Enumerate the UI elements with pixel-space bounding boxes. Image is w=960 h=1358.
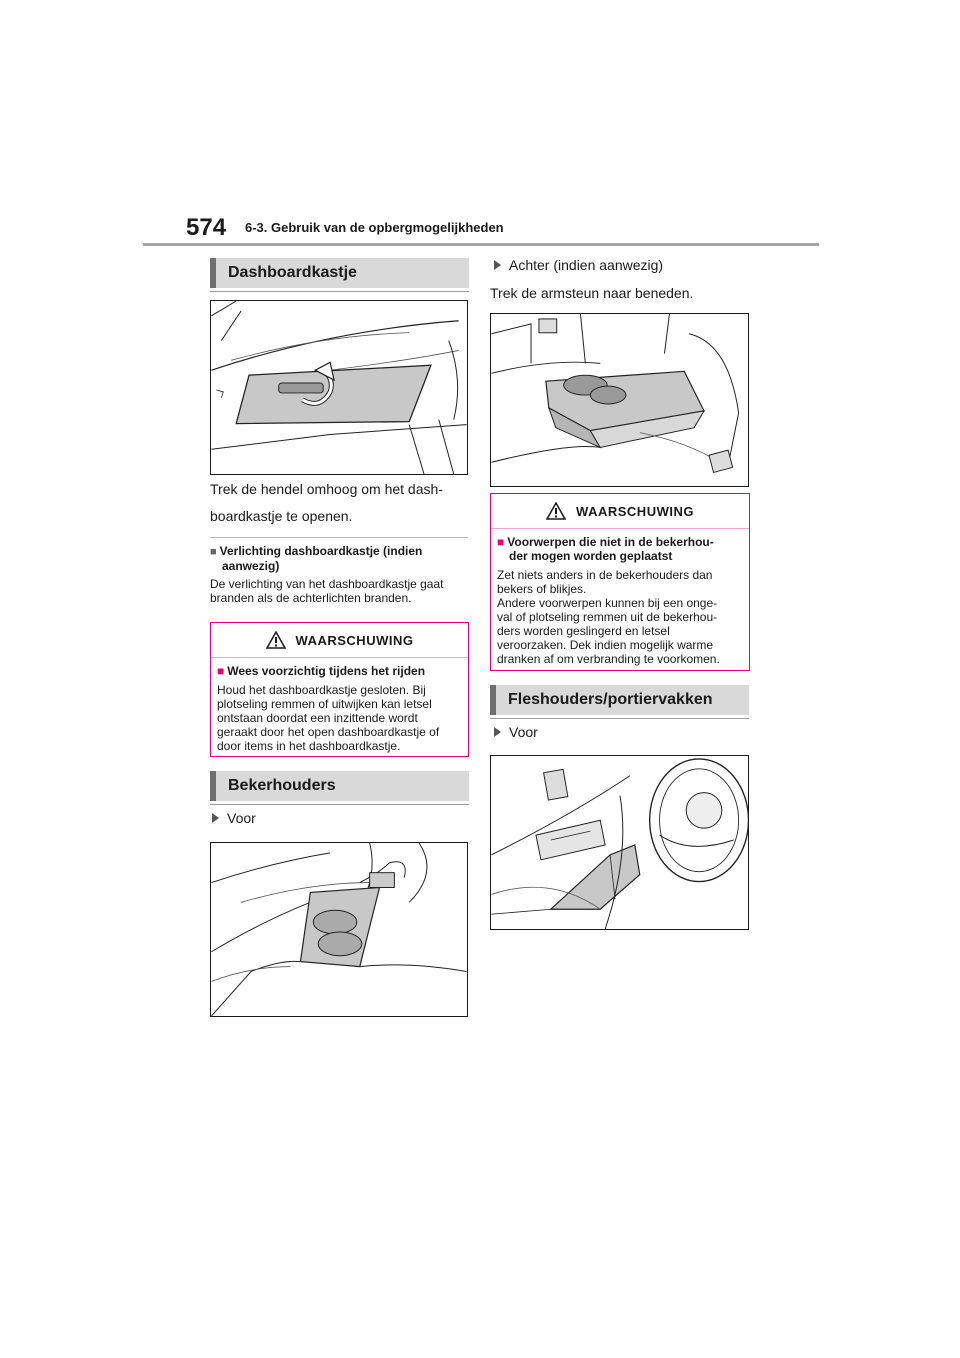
warning-triangle-icon — [546, 502, 566, 520]
divider — [210, 537, 468, 538]
triangle-bullet-icon — [494, 260, 501, 270]
section-title-fleshouders — [490, 685, 749, 715]
warning-subtitle-text: Voorwerpen die niet in de bekerhou- — [507, 535, 714, 549]
rear-cupholder-label — [494, 257, 663, 273]
cupholder-front-label — [212, 810, 256, 826]
warning-label: WAARSCHUWING — [295, 632, 414, 648]
text-line: bekers of blikjes. — [497, 582, 587, 596]
text-line: val of plotseling remmen uit de bekerhou- — [497, 610, 718, 624]
door-pocket-illustration — [490, 755, 749, 930]
text-line: dranken af om verbranding te voorkomen. — [497, 652, 720, 666]
warning-triangle-icon — [266, 631, 286, 649]
glovebox-instruction — [210, 478, 470, 528]
warning-subtitle-text: Wees voorzichtig tijdens het rijden — [227, 664, 426, 678]
text-line: branden als de achterlichten branden. — [210, 591, 412, 605]
warning-header — [491, 494, 749, 529]
text-line: Andere voorwerpen kunnen bij een onge- — [497, 596, 718, 610]
warning-header — [211, 623, 468, 658]
warning-text — [217, 683, 462, 753]
warning-subtitle-text: der mogen worden geplaatst — [509, 549, 673, 563]
text-line: ontstaan doordat een inzittende wordt — [217, 711, 418, 725]
glovebox-drawing — [211, 301, 467, 474]
bullet-text: Voor — [509, 724, 538, 740]
rear-armrest-drawing — [491, 314, 748, 486]
square-bullet-icon: ■ — [497, 535, 505, 549]
section-title-text: Bekerhouders — [228, 777, 336, 794]
text-line: ders worden geslingerd en letsel — [497, 624, 670, 638]
chapter-title: 6-3. Gebruik van de opbergmogelijkheden — [245, 220, 504, 235]
instruction-line: Trek de hendel omhoog om het dash- — [210, 481, 443, 497]
front-cupholder-drawing — [211, 843, 467, 1016]
warning-label: WAARSCHUWING — [576, 503, 694, 519]
text-line: geraakt door het open dashboardkastje of — [217, 725, 440, 739]
text-line: De verlichting van het dashboardkastje gaat — [210, 577, 444, 591]
bullet-text: Voor — [227, 810, 256, 826]
page-number: 574 — [186, 214, 227, 241]
section-title-text: Fleshouders/portiervakken — [508, 691, 713, 708]
instruction-line: boardkastje te openen. — [210, 508, 353, 524]
header-divider — [143, 243, 819, 246]
subhead-line: Verlichting dashboardkastje (indien — [219, 544, 423, 558]
glovebox-illustration — [210, 300, 468, 475]
section-title-dashboardkastje — [210, 258, 469, 288]
bullet-text: Achter (indien aanwezig) — [509, 257, 664, 273]
section-title-text: Dashboardkastje — [228, 264, 357, 281]
text-line: door items in het dashboardkastje. — [217, 739, 401, 753]
door-pocket-drawing — [491, 756, 748, 929]
warning-subtitle — [497, 535, 743, 563]
warning-box-driving — [210, 622, 469, 757]
text-line: Houd het dashboardkastje gesloten. Bij — [217, 683, 426, 697]
glovebox-light-title — [210, 544, 470, 573]
text-line: plotseling remmen of uitwijken kan letsel — [217, 697, 432, 711]
triangle-bullet-icon — [212, 813, 219, 823]
text-line: Zet niets anders in de bekerhouders dan — [497, 568, 713, 582]
warning-box-cupholder — [490, 493, 750, 671]
text-line: veroorzaken. Dek indien mogelijk warme — [497, 638, 714, 652]
rear-instruction: Trek de armsteun naar beneden. — [490, 285, 694, 301]
section-title-bekerhouders — [210, 771, 469, 801]
subhead-line: aanwezig) — [222, 559, 280, 573]
square-bullet-icon: ■ — [217, 664, 225, 678]
rear-armrest-illustration — [490, 313, 749, 487]
square-bullet-icon: ■ — [210, 546, 217, 558]
warning-subtitle — [217, 664, 462, 678]
warning-text — [497, 568, 743, 666]
triangle-bullet-icon — [494, 727, 501, 737]
glovebox-light-text — [210, 577, 470, 605]
bottle-holder-front-label — [494, 724, 538, 740]
front-cupholder-illustration — [210, 842, 468, 1017]
